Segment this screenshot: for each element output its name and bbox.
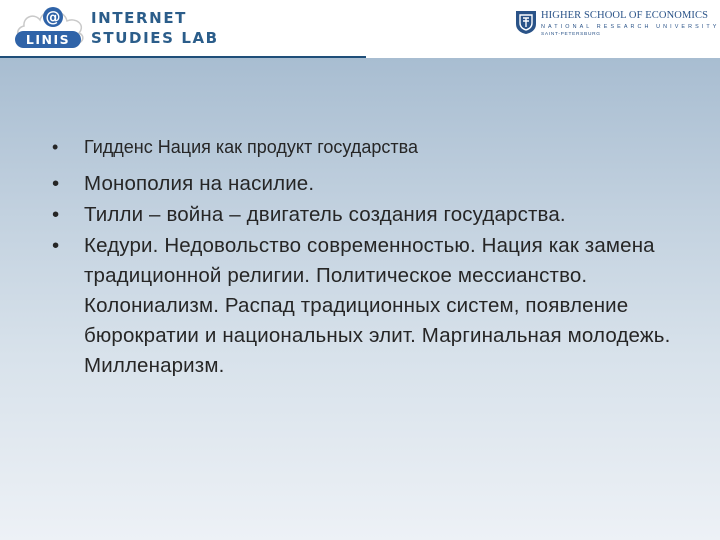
bullet-marker: • bbox=[52, 137, 59, 157]
bullet-item bbox=[50, 136, 710, 159]
hse-logo-text bbox=[541, 10, 719, 38]
bullet-marker: • bbox=[52, 234, 60, 257]
bullet-list bbox=[50, 136, 710, 382]
bullet-item bbox=[50, 169, 710, 199]
bullet-text: Монополия на насилие. bbox=[84, 172, 315, 195]
bullet-item bbox=[50, 231, 710, 381]
bullet-marker: • bbox=[52, 172, 60, 195]
linis-logo bbox=[10, 2, 90, 54]
hse-emblem-icon bbox=[514, 9, 538, 35]
bullet-marker: • bbox=[52, 203, 60, 226]
svg-text:@: @ bbox=[45, 8, 61, 26]
slide-header bbox=[0, 0, 720, 56]
bullet-text: Гидденс Нация как продукт государства bbox=[84, 137, 418, 157]
linis-logo-text: LINIS bbox=[25, 32, 71, 47]
university-name: HIGHER SCHOOL OF ECONOMICS bbox=[541, 10, 709, 21]
bullet-item bbox=[50, 200, 710, 230]
bullet-text: Кедури. Недовольство современностью. Нация как замена традиционной религии. Политическое мессианство. Колониализм. Распад традиционных систем, появление бюрократии и национальных элит. Маргинальная молодежь. Милленаризм. bbox=[84, 234, 671, 377]
lab-name-line1: INTERNET bbox=[91, 9, 187, 27]
bullet-text: Тилли – война – двигатель создания государства. bbox=[84, 203, 566, 226]
university-city: SAINT-PETERSBURG bbox=[541, 32, 601, 37]
university-subtitle: NATIONAL RESEARCH UNIVERSITY bbox=[541, 24, 720, 30]
lab-name-line2: STUDIES LAB bbox=[91, 29, 219, 47]
lab-name bbox=[91, 8, 219, 48]
